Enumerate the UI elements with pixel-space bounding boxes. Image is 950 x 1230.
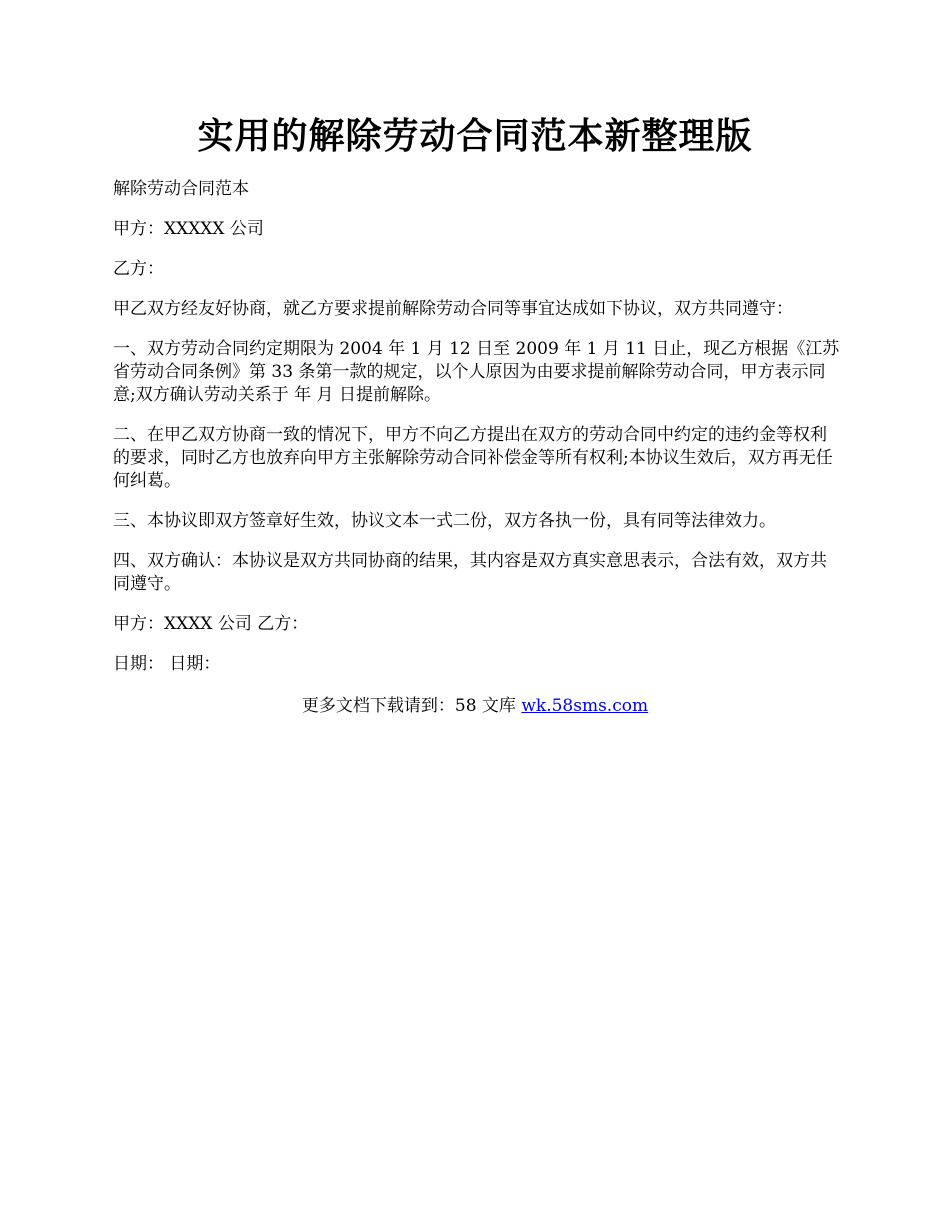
paragraph-heading: 解除劳动合同范本 <box>113 179 249 199</box>
footer-link[interactable]: wk.58sms.com <box>521 696 649 716</box>
paragraph-clause-4: 四、双方确认：本协议是双方共同协商的结果，其内容是双方真实意思表示，合法有效，双方共同遵守。 <box>113 551 827 594</box>
paragraph-intro: 甲乙双方经友好协商，就乙方要求提前解除劳动合同等事宜达成如下协议，双方共同遵守： <box>113 299 793 319</box>
paragraph-dates: 日期： 日期： <box>113 654 221 674</box>
paragraph-party-a: 甲方：XXXXX 公司 <box>113 219 264 239</box>
paragraph-clause-1: 一、双方劳动合同约定期限为 2004 年 1 月 12 日至 2009 年 1 月 11 日止，现乙方根据《江苏省劳动合同条例》第 33 条第一款的规定，以个人原因为由要求提前解除劳动合同，甲方表示同意;双方确认劳动关系于 年 月 日提前解除。 <box>113 339 840 405</box>
paragraph-clause-2: 二、在甲乙双方协商一致的情况下，甲方不向乙方提出在双方的劳动合同中约定的违约金等权利的要求，同时乙方也放弃向甲方主张解除劳动合同补偿金等所有权利;本协议生效后，双方再无任何纠葛。 <box>113 425 833 491</box>
document-body <box>113 178 843 693</box>
document-title: 实用的解除劳动合同范本新整理版 <box>197 115 753 157</box>
paragraph-party-b: 乙方： <box>113 259 164 279</box>
footer-download-note <box>0 694 950 718</box>
paragraph-clause-3: 三、本协议即双方签章好生效，协议文本一式二份，双方各执一份，具有同等法律效力。 <box>113 511 776 531</box>
paragraph-signatures: 甲方：XXXX 公司 乙方： <box>113 614 309 634</box>
footer-prefix: 更多文档下载请到：58 文库 <box>301 696 522 716</box>
